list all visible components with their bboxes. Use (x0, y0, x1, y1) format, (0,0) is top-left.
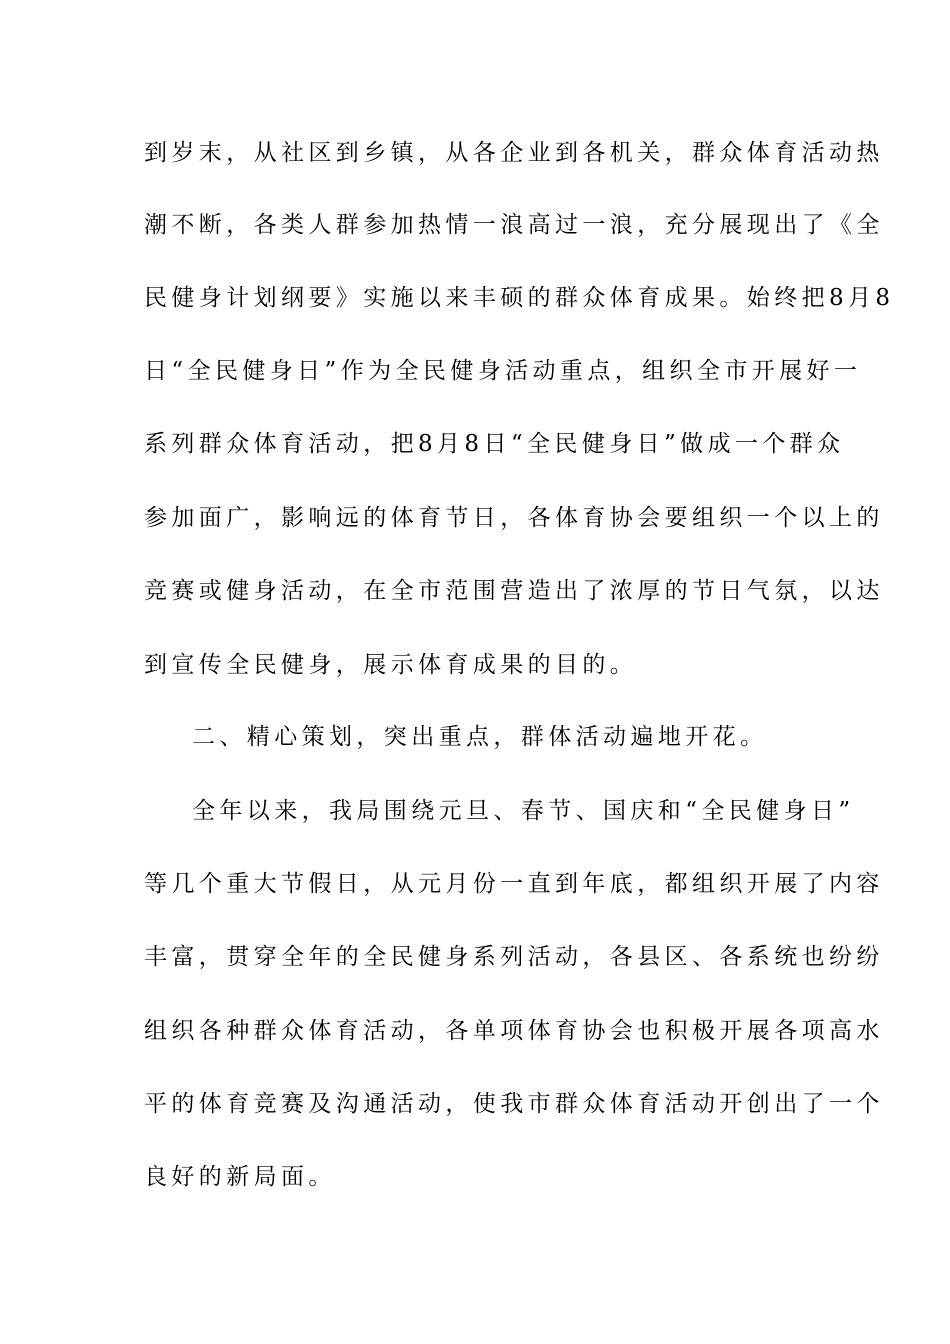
paragraph-line: 日“全民健身日”作为全民健身活动重点，组织全市开展好一 (144, 358, 862, 384)
paragraph-line: 参加面广，影响远的体育节日，各体育协会要组织一个以上的 (144, 505, 884, 531)
paragraph-line: 到岁末，从社区到乡镇，从各企业到各机关，群众体育活动热 (144, 140, 884, 166)
paragraph-line: 平的体育竞赛及沟通活动，使我市群众体育活动开创出了一个 (144, 1091, 884, 1117)
paragraph-line: 系列群众体育活动，把8月8日“全民健身日”做成一个群众 (144, 431, 845, 457)
paragraph-line: 竞赛或健身活动，在全市范围营造出了浓厚的节日气氛，以达 (144, 578, 884, 604)
paragraph-line: 等几个重大节假日，从元月份一直到年底，都组织开展了内容 (144, 871, 884, 897)
paragraph-line: 组织各种群众体育活动，各单项体育协会也积极开展各项高水 (144, 1018, 884, 1044)
paragraph-line: 潮不断，各类人群参加热情一浪高过一浪，充分展现出了《全 (144, 212, 884, 238)
paragraph-line: 民健身计划纲要》实施以来丰硕的群众体育成果。始终把8月8 (144, 285, 895, 311)
paragraph-line: 全年以来，我局围绕元旦、春节、国庆和“全民健身日” (192, 798, 855, 824)
paragraph-line: 到宣传全民健身，展示体育成果的目的。 (144, 652, 638, 678)
section-heading: 二、精心策划，突出重点，群体活动遍地开花。 (192, 724, 768, 750)
paragraph-line: 丰富，贯穿全年的全民健身系列活动，各县区、各系统也纷纷 (144, 944, 884, 970)
paragraph-line: 良好的新局面。 (144, 1164, 336, 1190)
